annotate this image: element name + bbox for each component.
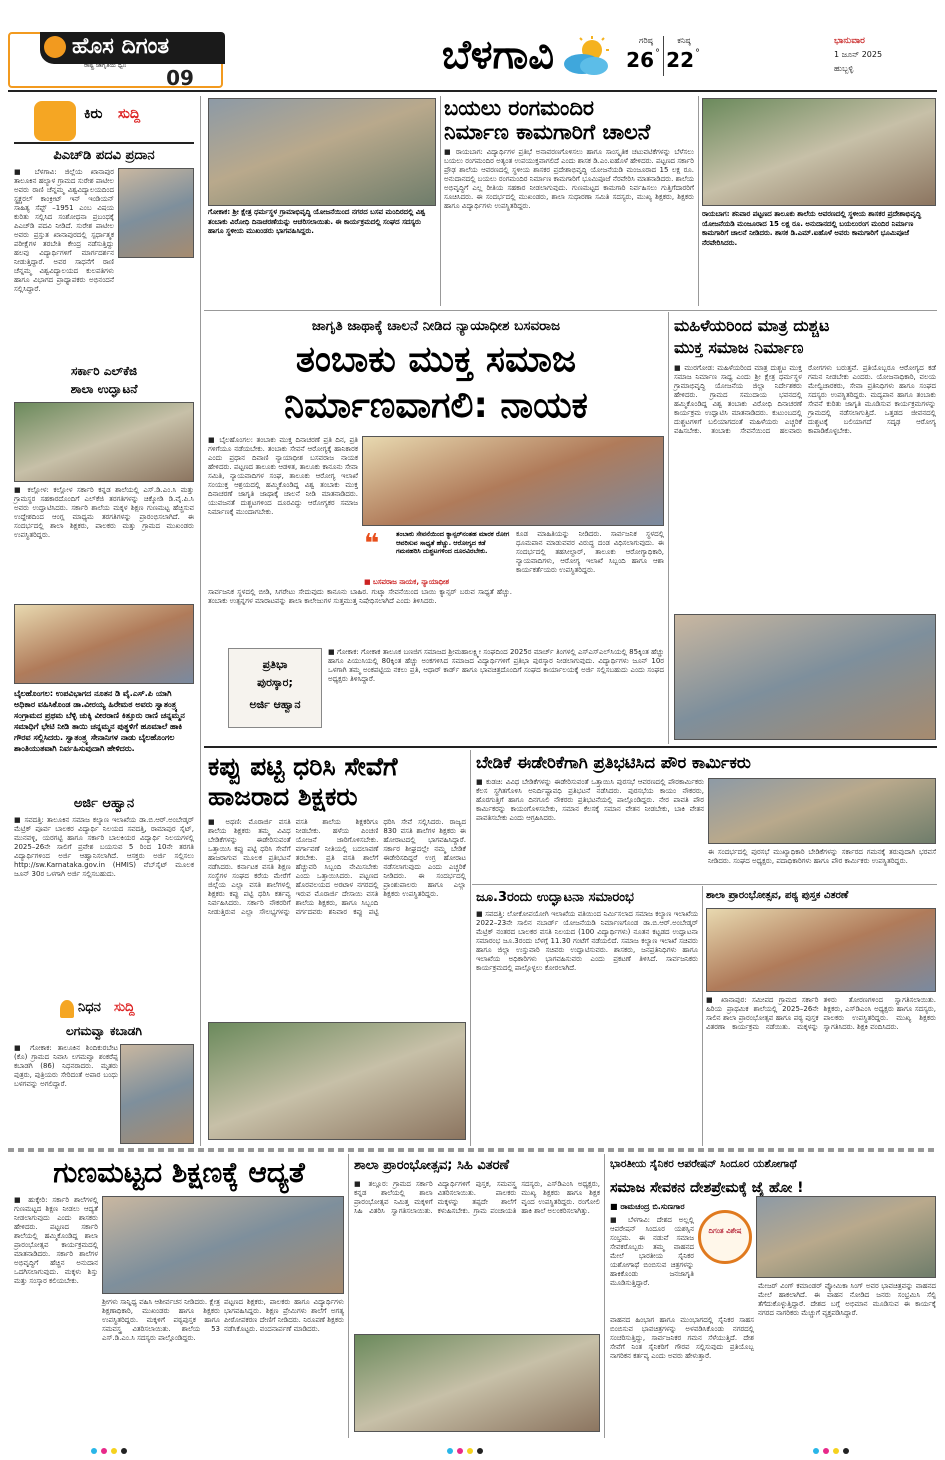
- min-deg: °: [695, 48, 700, 59]
- stage-title-a: ಬಯಲು ರಂಗಮಂದಿರ: [444, 96, 595, 120]
- pratibha-label-a: ಪ್ರತಿಭಾ: [262, 658, 288, 671]
- lead-text-2: ಸಾರ್ವಜನಿಕ ಸ್ಥಳದಲ್ಲಿ ಬೀಡಿ, ಸಿಗರೇಟು ಸೇದುವುದು ಕಾನೂನು ಬಾಹಿರ. ಗುಟ್ಕಾ ಸೇವನೆಯಿಂದ ಬಾಯಿ ಕ್ಯಾನ್ಸರ್ ಬರುವ ಸಾಧ್ಯತೆ ಹೆಚ್ಚು. ತಂಬಾಕು ಉತ್ಪನ್ನಗಳ ಮಾರಾಟವನ್ನು ಶಾಲಾ ಕಾಲೇಜುಗಳ ಸುತ್ತಮುತ್ತ ನಿಷೇಧಿಸಲಾಗಿದೆ ಎಂದು ತಿಳಿಸಿದರು.: [208, 588, 512, 605]
- kappu-photo: [208, 1022, 466, 1140]
- bedike-rule: [472, 884, 937, 885]
- june-text: ■ ಸವದತ್ತಿ: ಲೋಕೋಪಯೋಗಿ ಇಲಾಖೆಯ ವತಿಯಿಂದ ನಿರ್ಮಿಸಲಾದ ಸಮಾಜ ಕಲ್ಯಾಣ ಇಲಾಖೆಯ 2022–23ನೇ ಸಾಲಿನ ನಬಾರ್ಡ್ ಯೋಜನೆಯಡಿ ನಿರ್ಮಾಣಗೊಂಡ ಡಾ.ಬಿ.ಆರ್.ಅಂಬೇಡ್ಕರ್ ಮೆಟ್ರಿಕ್ ನಂತರದ ಬಾಲಕರ ವಸತಿ ನಿಲಯದ (100 ವಿದ್ಯಾರ್ಥಿಗಳು) ನೂತನ ಕಟ್ಟಡದ ಉದ್ಘಾಟನಾ ಸಮಾರಂಭ ಜೂ.3ರಂದು ಬೆಳಗ್ಗೆ 11.30 ಗಂಟೆಗೆ ನಡೆಯಲಿದೆ. ಸಮಾಜ ಕಲ್ಯಾಣ ಇಲಾಖೆ ಸಚಿವರು ಹಾಗೂ ಜಿಲ್ಲಾ ಉಸ್ತುವಾರಿ ಸಚಿವರು ಉದ್ಘಾಟಿಸುವರು. ಶಾಸಕರು, ಜನಪ್ರತಿನಿಧಿಗಳು ಹಾಗೂ ಇಲಾಖೆಯ ಅಧಿಕಾರಿಗಳು ಭಾಗವಹಿಸುವರು ಎಂದು ಪ್ರಕಟಣೆ ತಿಳಿಸಿದೆ. ಸಾರ್ವಜನಿಕರು ಕಾರ್ಯಕ್ರಮದಲ್ಲಿ ಪಾಲ್ಗೊಳ್ಳಲು ಕೋರಲಾಗಿದೆ.: [476, 910, 698, 972]
- quote-icon: ❝: [364, 529, 380, 559]
- pratibha-label-c: ಅರ್ಜಿ ಆಹ್ವಾನ: [249, 698, 301, 711]
- guna-title: ಗುಣಮಟ್ಟದ ಶಿಕ್ಷಣಕ್ಕೆ ಆದ್ಯತೆ: [53, 1156, 305, 1189]
- mahile-title-a: ಮಹಿಳೆಯರಿಂದ ಮಾತ್ರ ದುಶ್ಚಟ: [674, 316, 830, 335]
- badge-label: ದಿಗಂತ ವಿಶೇಷ: [708, 1227, 742, 1235]
- s2-text: ■ ಕಲ್ಲೋಳ: ಕಲ್ಲೋಳ ಸರ್ಕಾರಿ ಕನ್ನಡ ಶಾಲೆಯಲ್ಲಿ ಎಸ್.ಡಿ.ಎಂ.ಸಿ ಮತ್ತು ಗ್ರಾಮಸ್ಥರ ಸಹಕಾರದೊಂದಿಗೆ ಎಲ್‌ಕೆಜಿ ತರಗತಿಗಳನ್ನು ಚಿಕ್ಕೋಡಿ ಡಿ.ವೈ.ಪಿ.ಸಿ ಅವರು ಉದ್ಘಾಟಿಸಿದರು. ಸರ್ಕಾರಿ ಶಾಲೆಯ ಮಕ್ಕಳ ಶಿಕ್ಷಣ ಗುಣಮಟ್ಟ ಹೆಚ್ಚಿಸುವ ಉದ್ದೇಶದಿಂದ ಆಂಗ್ಲ ಮಾಧ್ಯಮ ತರಗತಿಗಳನ್ನು ಪ್ರಾರಂಭಿಸಲಾಗಿದೆ. ಈ ಸಂದರ್ಭದಲ್ಲಿ ಶಾಲಾ ಶಿಕ್ಷಕರು, ಪಾಲಕರು ಮತ್ತು ಗ್ರಾಮದ ಮುಖಂಡರು ಉಪಸ್ಥಿತರಿದ್ದರು.: [14, 486, 194, 539]
- lead-title-b: ನಿರ್ಮಾಣವಾಗಲಿ: ನಾಯಕ: [284, 385, 588, 426]
- s2-caption: ಬೈಲಹೊಂಗಲ: ಉಪವಿಭಾಗದ ನೂತನ ಡಿ ವೈ.ಎಸ್.ಪಿ ಯಾಗಿ ಅಧಿಕಾರ ವಹಿಸಿಕೊಂಡ ಡಾ.ವೀರಯ್ಯ ಹಿರೇಮಠ ಅವರು ಸ್ವಾತಂತ್ರ್ಯ ಸಂಗ್ರಾಮದ ಪ್ರಥಮ ಬೆಳ್ಳಿ ಚುಕ್ಕಿ ವೀರರಾಣಿ ಕಿತ್ತೂರು ರಾಣಿ ಚನ್ನಮ್ಮನ ಸಮಾಧಿಗೆ ಭೇಟಿ ನೀಡಿ ತಾಯಿ ಚನ್ನಮ್ಮನ ಪುತ್ಥಳಿಗೆ ಹೂಮಾಲೆ ಹಾಕಿ ಗೌರವ ಸಲ್ಲಿಸಿದರು. ಸ್ವಾತಂತ್ರ್ಯ ಸೇನಾನಿಗಳ ನಾಡು ಬೈಲಹೊಂಗಲ ಶಾಂತಿಯುತವಾಗಿ ನಿರ್ವಹಿಸುವುದಾಗಿ ಹೇಳಿದರು.: [14, 689, 185, 753]
- kappu-divider: [470, 750, 471, 1146]
- min-temp: 22: [666, 48, 694, 72]
- sainya-title: ಸಮಾಜ ಸೇವಕನ ದೇಶಪ್ರೇಮಕ್ಕೆ ಜೈ ಹೋ !: [610, 1180, 804, 1196]
- s3-text: ■ ಸವದತ್ತಿ: ತಾಲೂಕಿನ ಸಮಾಜ ಕಲ್ಯಾಣ ಇಲಾಖೆಯ ಡಾ.ಬಿ.ಆರ್.ಅಂಬೇಡ್ಕರ್ ಮೆಟ್ರಿಕ್ ಪೂರ್ವ ಬಾಲಕರ ವಿದ್ಯಾರ್ಥಿ ನಿಲಯದ ಸವದತ್ತಿ, ರಾಮಾಪುರ ಸೈಟ್, ಮುನವಳ್ಳಿ, ಯರಗಟ್ಟಿ ಹಾಗೂ ಸರ್ಕಾರಿ ಬಾಲಕಿಯರ ವಿದ್ಯಾರ್ಥಿ ನಿಲಯಗಳಲ್ಲಿ 2025–26ನೇ ಸಾಲಿಗೆ ಪ್ರವೇಶ ಬಯಸುವ 5 ರಿಂದ 10ನೇ ತರಗತಿ ವಿದ್ಯಾರ್ಥಿಗಳಿಂದ ಅರ್ಜಿ ಆಹ್ವಾನಿಸಲಾಗಿದೆ. ಆಸಕ್ತರು ಅರ್ಜಿ ಸಲ್ಲಿಸಲು http://sw.Karnataka.gov.in (HMIS) ವೆಬ್‌ಸೈಟ್ ಮೂಲಕ ಜೂನ್ 30ರ ಒಳಗಾಗಿ ಅರ್ಜಿ ಸಲ್ಲಿಸಬಹುದು.: [14, 816, 194, 878]
- top-caption-1: ಗೋಕಾಕ: ಶ್ರೀ ಕ್ಷೇತ್ರ ಧರ್ಮಸ್ಥಳ ಗ್ರಾಮಾಭಿವೃದ್ಧಿ ಯೋಜನೆಯಿಂದ ನಗರದ ಬಸವ ಮಂದಿರದಲ್ಲಿ ವಿಶ್ವ ತಂಬಾಕು ವಿರೋಧಿ ದಿನಾಚರಣೆಯನ್ನು ಆಚರಿಸಲಾಯಿತು. ಈ ಕಾರ್ಯಕ್ರಮದಲ್ಲಿ ಸಂಘದ ಸದಸ್ಯರು ಹಾಗೂ ಸ್ಥಳೀಯ ಮುಖಂಡರು ಭಾಗವಹಿಸಿದ್ದರು.: [208, 208, 426, 235]
- sidebar-divider: [200, 96, 201, 1146]
- guna-text-2: ಶ್ರೀಗಳು ಸಾನ್ನಿಧ್ಯ ವಹಿಸಿ ಆಶೀರ್ವಚನ ನೀಡಿದರು. ಕ್ಷೇತ್ರ ಶಿಕ್ಷಣಾಧಿಕಾರಿ, ಮುಖಂಡರು ಹಾಗೂ ಶಿಕ್ಷಕರು ಉಪಸ್ಥಿತರಿದ್ದರು. ಮಕ್ಕಳಿಗೆ ಪಠ್ಯಪುಸ್ತಕ ಹಾಗೂ ಸಮವಸ್ತ್ರ ವಿತರಿಸಲಾಯಿತು. ಶಾಲೆಯ 53 ಎಸ್.ಡಿ.ಎಂ.ಸಿ ಸದಸ್ಯರು ಪಾಲ್ಗೊಂಡಿದ್ದರು.: [102, 1298, 220, 1342]
- kirusuddi-label-b: ಸುದ್ದಿ: [118, 106, 141, 122]
- guna-text-3: ಪಟ್ಟಣದ ಶಿಕ್ಷಕರು, ಪಾಲಕರು ಹಾಗೂ ವಿದ್ಯಾರ್ಥಿಗಳು ಭಾಗವಹಿಸಿದ್ದರು. ಶಿಕ್ಷಣ ಪ್ರೇಮಿಗಳು ಶಾಲೆಗೆ ಅಗತ್ಯ ಪೀಠೋಪಕರಣ ದೇಣಿಗೆ ನೀಡಿದರು. ನಿರೂಪಣೆ ಶಿಕ್ಷಕರು ನಡೆಸಿಕೊಟ್ಟರು. ವಂದನಾರ್ಪಣೆ ಮಾಡಿದರು.: [224, 1298, 344, 1333]
- mahile-text: ■ ಮುರಗೋಡ: ಮಹಿಳೆಯರಿಂದ ಮಾತ್ರ ದುಶ್ಚಟ ಮುಕ್ತ ಸಮಾಜ ನಿರ್ಮಾಣ ಸಾಧ್ಯ ಎಂದು ಶ್ರೀ ಕ್ಷೇತ್ರ ಧರ್ಮಸ್ಥಳ ಗ್ರಾಮಾಭಿವೃದ್ಧಿ ಯೋಜನೆಯ ಜಿಲ್ಲಾ ನಿರ್ದೇಶಕರು ಹೇಳಿದರು. ಗ್ರಾಮದ ಸಮುದಾಯ ಭವನದಲ್ಲಿ ಹಮ್ಮಿಕೊಂಡಿದ್ದ ವಿಶ್ವ ತಂಬಾಕು ವಿರೋಧಿ ದಿನಾಚರಣೆ ಕಾರ್ಯಕ್ರಮ ಉದ್ಘಾಟಿಸಿ ಮಾತನಾಡಿದರು. ಕುಟುಂಬದಲ್ಲಿ ದುಶ್ಚಟಗಳಿಗೆ ಬಲಿಯಾಗದಂತೆ ಮಹಿಳೆಯರು ಎಚ್ಚರಿಕೆ ವಹಿಸಬೇಕು. ತಂಬಾಕು ಸೇವನೆಯಿಂದ ಹಲವಾರು ರೋಗಗಳು ಬರುತ್ತವೆ. ಪ್ರತಿಯೊಬ್ಬರೂ ಆರೋಗ್ಯದ ಕಡೆ ಗಮನ ನೀಡಬೇಕು ಎಂದರು. ಯೋಜನಾಧಿಕಾರಿ, ವಲಯ ಮೇಲ್ವಿಚಾರಕರು, ಸೇವಾ ಪ್ರತಿನಿಧಿಗಳು ಹಾಗೂ ಸಂಘದ ಸದಸ್ಯರು ಉಪಸ್ಥಿತರಿದ್ದರು. ಮದ್ಯಪಾನ ಹಾಗೂ ತಂಬಾಕು ಸೇವನೆ ಕುರಿತು ಜಾಗೃತಿ ಮೂಡಿಸುವ ಕಾರ್ಯಕ್ರಮಗಳನ್ನು ಗ್ರಾಮದಲ್ಲಿ ನಡೆಸಲಾಗುತ್ತಿದೆ. ಒತ್ತಡದ ಜೀವನದಲ್ಲಿ ದುಶ್ಚಟಕ್ಕೆ ಬಲಿಯಾಗದೆ ಸದೃಢ ಆರೋಗ್ಯ ಕಾಪಾಡಿಕೊಳ್ಳಬೇಕು.: [674, 364, 936, 435]
- kappu-text: ■ ಅಥಣಿ: ಮೊರಾರ್ಜಿ ವಸತಿ ಶಾಲೆಯ ಶಿಕ್ಷಕರು ತಮ್ಮ ವಿವಿಧ ಬೇಡಿಕೆಗಳನ್ನು ಈಡೇರಿಸುವಂತೆ ಒತ್ತಾಯಿಸಿ ಕಪ್ಪು ಪಟ್ಟಿ ಧರಿಸಿ ಸೇವೆಗೆ ಹಾಜರಾಗುವ ಮೂಲಕ ಪ್ರತಿಭಟನೆ ನಡೆಸಿದರು. ಕರ್ನಾಟಕ ವಸತಿ ಶಿಕ್ಷಣ ಸಂಸ್ಥೆಗಳ ಸಂಘದ ಕರೆಯ ಮೇರೆಗೆ ಜಿಲ್ಲೆಯ ಎಲ್ಲಾ ವಸತಿ ಶಾಲೆಗಳಲ್ಲಿ ಶಿಕ್ಷಕರು ಕಪ್ಪು ಪಟ್ಟಿ ಧರಿಸಿ ಕರ್ತವ್ಯ ನಿರ್ವಹಿಸಿದರು. ಸರ್ಕಾರಿ ನೌಕರರಿಗೆ ನೀಡುತ್ತಿರುವ ಎಲ್ಲಾ ಸೌಲಭ್ಯಗಳನ್ನು ವಸತಿ ಶಾಲೆಯ ಶಿಕ್ಷಕರಿಗೂ ನೀಡಬೇಕು. ಹಳೆಯ ಪಿಂಚಣಿ ಯೋಜನೆ ಜಾರಿಗೊಳಿಸಬೇಕು. ವರ್ಗಾವಣೆ ನೀತಿಯಲ್ಲಿ ಬದಲಾವಣೆ ತರಬೇಕು. ಪ್ರತಿ ವಸತಿ ಶಾಲೆಗೆ ಹೆಚ್ಚುವರಿ ಸಿಬ್ಬಂದಿ ನೇಮಿಸಬೇಕು ಎಂದು ಒತ್ತಾಯಿಸಿದರು. ಪಟ್ಟಣದ ಹೊರವಲಯದ ಅರಟಾಳ ನಗರದಲ್ಲಿ ಇರುವ ಮೊರಾರ್ಜಿ ದೇಸಾಯಿ ವಸತಿ ಶಾಲೆಯ ಶಿಕ್ಷಕರು, ಹಾಗೂ ಸಿಬ್ಬಂದಿ ವರ್ಗದವರು ಶನಿವಾರ ಕಪ್ಪು ಪಟ್ಟಿ ಧರಿಸಿ ಸೇವೆ ಸಲ್ಲಿಸಿದರು. ರಾಜ್ಯದ 830 ವಸತಿ ಶಾಲೆಗಳ ಶಿಕ್ಷಕರು ಈ ಹೋರಾಟದಲ್ಲಿ ಭಾಗವಹಿಸಿದ್ದಾರೆ. ಸರ್ಕಾರ ಶೀಘ್ರದಲ್ಲೇ ನಮ್ಮ ಬೇಡಿಕೆ ಈಡೇರಿಸದಿದ್ದರೆ ಉಗ್ರ ಹೋರಾಟ ನಡೆಸಲಾಗುವುದು ಎಂದು ಎಚ್ಚರಿಕೆ ನೀಡಿದರು. ಈ ಸಂದರ್ಭದಲ್ಲಿ ಪ್ರಾಂಶುಪಾಲರು ಹಾಗೂ ಎಲ್ಲಾ ಶಿಕ್ಷಕರು ಉಪಸ್ಥಿತರಿದ್ದರು.: [208, 818, 466, 916]
- shala-sihi-photo: [354, 1334, 600, 1432]
- page-number: 09: [166, 66, 194, 90]
- nidhana-text: ■ ಗೋಕಾಕ: ತಾಲೂಕಿನ ಶಿಂದಿಕುರಬೇಟ (ಕೊ) ಗ್ರಾಮದ ನಿವಾಸಿ ಲಗಮವ್ವಾ ಶಂಕರೆಪ್ಪ ಕಬಾಡಗಿ (86) ನಿಧನರಾದರು. ಮೃತರು ಪುತ್ರರು, ಪುತ್ರಿಯರು ಸೇರಿದಂತೆ ಅಪಾರ ಬಂಧು ಬಳಗವನ್ನು ಅಗಲಿದ್ದಾರೆ.: [14, 1044, 118, 1088]
- s2-title-b: ಶಾಲಾ ಉದ್ಘಾಟನೆ: [70, 382, 138, 396]
- logo-icon: [44, 36, 66, 58]
- shala-right-photo: [706, 908, 936, 992]
- bedike-title: ಬೇಡಿಕೆ ಈಡೇರಿಕೆಗಾಗಿ ಪ್ರತಿಭಟಿಸಿದ ಪೌರ ಕಾರ್ಮಿಕರು: [476, 753, 751, 772]
- masthead-rule: [8, 90, 937, 92]
- masthead-date: 1 ಜೂನ್ 2025: [834, 50, 883, 59]
- sainya-byline: ■ ರಾಮಚಂದ್ರ ಬಿ.ಸುಣಗಾರ: [610, 1202, 685, 1211]
- june-divider: [702, 886, 703, 1146]
- lead-title-a: ತಂಬಾಕು ಮುಕ್ತ ಸಮಾಜ: [295, 339, 577, 380]
- edition-title: ಬೆಳಗಾವಿ: [441, 32, 555, 78]
- bedike-text-1: ■ ಕುಡಚಿ: ವಿವಿಧ ಬೇಡಿಕೆಗಳನ್ನು ಈಡೇರಿಸುವಂತೆ ಒತ್ತಾಯಿಸಿ ಪುರಸಭೆ ಆವರಣದಲ್ಲಿ ಪೌರಕಾರ್ಮಿಕರು ಕೆಲಸ ಸ್ಥಗಿತಗೊಳಿಸಿ ಅನಿರ್ದಿಷ್ಟಾವಧಿ ಪ್ರತಿಭಟನೆ ನಡೆಸಿದರು. ಪುರಸಭೆಯ ಕಾಯಂ ನೌಕರರು, ಹೊರಗುತ್ತಿಗೆ ಹಾಗೂ ದಿನಗೂಲಿ ನೌಕರರು ಪ್ರತಿಭಟನೆಯಲ್ಲಿ ಪಾಲ್ಗೊಂಡಿದ್ದರು. ನೇರ ಪಾವತಿ ಪೌರ ಕಾರ್ಮಿಕರನ್ನು ಕಾಯಂಗೊಳಿಸಬೇಕು, ಸಮಾನ ಕೆಲಸಕ್ಕೆ ಸಮಾನ ವೇತನ ನೀಡಬೇಕು, ಬಾಕಿ ವೇತನ ಪಾವತಿಸಬೇಕು ಎಂದು ಆಗ್ರಹಿಸಿದರು.: [476, 778, 704, 822]
- stage-title-b: ನಿರ್ಮಾಣ ಕಾಮಗಾರಿಗೆ ಚಾಲನೆ: [444, 120, 651, 144]
- pratibha-label-b: ಪುರಸ್ಕಾರ;: [257, 676, 293, 689]
- shala-sihi-title: ಶಾಲಾ ಪ್ರಾರಂಭೋತ್ಸವ; ಸಿಹಿ ವಿತರಣೆ: [354, 1158, 510, 1173]
- nidhana-title: ಲಗಮವ್ವಾ ಕಬಾಡಗಿ: [66, 1024, 142, 1038]
- stage-text: ■ ರಾಯಬಾಗ: ವಿದ್ಯಾರ್ಥಿಗಳ ಪ್ರತಿಭೆ ಅನಾವರಣಗೊಳಿಸಲು ಹಾಗೂ ಸಾಂಸ್ಕೃತಿಕ ಚಟುವಟಿಕೆಗಳನ್ನು ಬೆಳೆಸಲು ಬಯಲು ರಂಗಮಂದಿರ ಅತ್ಯಂತ ಉಪಯುಕ್ತವಾಗಲಿದೆ ಎಂದು ಶಾಸಕ ಡಿ.ಎಂ.ಐಹೊಳೆ ಹೇಳಿದರು. ಪಟ್ಟಣದ ಸರ್ಕಾರಿ ಪ್ರೌಢ ಶಾಲೆಯ ಆವರಣದಲ್ಲಿ ಸ್ಥಳೀಯ ಶಾಸಕರ ಪ್ರದೇಶಾಭಿವೃದ್ಧಿ ಯೋಜನೆಯಡಿ ಮಂಜೂರಾದ 15 ಲಕ್ಷ ರೂ. ಅನುದಾನದಲ್ಲಿ ಬಯಲು ರಂಗಮಂದಿರ ನಿರ್ಮಾಣ ಕಾಮಗಾರಿಗೆ ಭೂಮಿಪೂಜೆ ನೆರವೇರಿಸಿ ಮಾತನಾಡಿದರು. ಶಾಲೆಯ ಅಭಿವೃದ್ಧಿಗೆ ಎಲ್ಲ ರೀತಿಯ ಸಹಕಾರ ನೀಡಲಾಗುವುದು. ಗುಣಮಟ್ಟದ ಕಾಮಗಾರಿ ನಿರ್ವಹಿಸಲು ಗುತ್ತಿಗೆದಾರರಿಗೆ ಸೂಚಿಸಿದರು. ಈ ಸಂದರ್ಭದಲ್ಲಿ ಮುಖಂಡರು, ಶಾಲಾ ಸುಧಾರಣಾ ಸಮಿತಿ ಸದಸ್ಯರು, ಮುಖ್ಯ ಶಿಕ್ಷಕರು, ಶಿಕ್ಷಕರು ಹಾಗೂ ವಿದ್ಯಾರ್ಥಿಗಳು ಉಪಸ್ಥಿತರಿದ್ದರು.: [444, 148, 694, 210]
- shala-right-text: ■ ಖಾನಾಪುರ: ಸಮೀಪದ ಗ್ರಾಮದ ಸರ್ಕಾರಿ ಹಿರಿಯ ಪ್ರಾಥಮಿಕ ಶಾಲೆಯಲ್ಲಿ 2025–26ನೇ ಸಾಲಿನ ಶಾಲಾ ಪ್ರಾರಂಭೋತ್ಸವ ಹಾಗೂ ಪಠ್ಯ ಪುಸ್ತಕ ವಿತರಣಾ ಕಾರ್ಯಕ್ರಮ ನಡೆಯಿತು. ಮಕ್ಕಳನ್ನು ತಳಿರು ತೋರಣಗಳಿಂದ ಸ್ವಾಗತಿಸಲಾಯಿತು. ಶಿಕ್ಷಕರು, ಎಸ್‌ಡಿಎಂಸಿ ಅಧ್ಯಕ್ಷರು ಹಾಗೂ ಸದಸ್ಯರು, ಪಾಲಕರು ಉಪಸ್ಥಿತರಿದ್ದರು. ಮುಖ್ಯ ಶಿಕ್ಷಕರು ಸ್ವಾಗತಿಸಿದರು. ಶಿಕ್ಷಕಿ ವಂದಿಸಿದರು.: [706, 996, 936, 1031]
- guna-text-1: ■ ಹುಕ್ಕೇರಿ: ಸರ್ಕಾರಿ ಶಾಲೆಗಳಲ್ಲಿ ಗುಣಮಟ್ಟದ ಶಿಕ್ಷಣ ನೀಡಲು ಆದ್ಯತೆ ನೀಡಲಾಗುವುದು ಎಂದು ಶಾಸಕರು ಹೇಳಿದರು. ಪಟ್ಟಣದ ಸರ್ಕಾರಿ ಶಾಲೆಯಲ್ಲಿ ಹಮ್ಮಿಕೊಂಡಿದ್ದ ಶಾಲಾ ಪ್ರಾರಂಭೋತ್ಸವ ಕಾರ್ಯಕ್ರಮದಲ್ಲಿ ಮಾತನಾಡಿದರು. ಸರ್ಕಾರಿ ಶಾಲೆಗಳ ಅಭಿವೃದ್ಧಿಗೆ ಹೆಚ್ಚಿನ ಅನುದಾನ ಒದಗಿಸಲಾಗುವುದು. ಮಕ್ಕಳು ಶಿಸ್ತು ಮತ್ತು ಸಂಸ್ಕಾರ ಕಲಿಯಬೇಕು.: [14, 1196, 98, 1285]
- min-temp-label: ಕನಿಷ್ಠ: [677, 36, 691, 45]
- sainya-kicker: ಭಾರತೀಯ ಸೈನಿಕರ ಆಪರೇಷನ್ ಸಿಂದೂರ ಯಶೋಗಾಥೆ: [610, 1158, 797, 1170]
- s1-text: ■ ಬೆಳಗಾವಿ: ಜಿಲ್ಲೆಯ ಖಾನಾಪುರ ತಾಲೂಕಿನ ಹಲ್ಯಾಳ ಗ್ರಾಮದ ಸುರೇಶ ಪಾಟೀಲ ಅವರು ರಾಣಿ ಚೆನ್ನಮ್ಮ ವಿಶ್ವವಿದ್ಯಾಲಯದಿಂದ ಸ್ಟ್ರಕ್ಚರಲ್ ಕಾಂಕ್ರೀಟ್ ಇನ್ ಇಂಡಿಯನ್ ಸಾಹಿತ್ಯ ಸೆಪ್ಟ್ –1951 ಎಂಬ ವಿಷಯ ಕುರಿತು ಸಲ್ಲಿಸಿದ ಸಂಶೋಧನಾ ಪ್ರಬಂಧಕ್ಕೆ ಪಿಎಚ್‌ಡಿ ಪದವಿ ನೀಡಿದೆ. ಸುರೇಶ ಪಾಟೀಲ ಅವರು ಪ್ರಸ್ತುತ ಖಾನಾಪುರದಲ್ಲಿ ಸ್ಪರ್ಧಾತ್ಮಕ ಪರೀಕ್ಷೆಗಳ ತರಬೇತಿ ಕೇಂದ್ರ ನಡೆಸುತ್ತಿದ್ದು ಹಲವು ವಿದ್ಯಾರ್ಥಿಗಳಿಗೆ ಮಾರ್ಗದರ್ಶನ ನೀಡುತ್ತಿದ್ದಾರೆ. ಅವರ ಸಾಧನೆಗೆ ರಾಣಿ ಚೆನ್ನಮ್ಮ ವಿಶ್ವವಿದ್ಯಾಲಯದ ಕುಲಪತಿಗಳು ಹಾಗೂ ವಿಭಾಗದ ಪ್ರಾಧ್ಯಾಪಕರು ಅಭಿನಂದನೆ ಸಲ್ಲಿಸಿದ್ದಾರೆ.: [14, 168, 114, 293]
- phd-portrait: [118, 168, 194, 258]
- bottom-divider-1: [348, 1154, 349, 1438]
- lead-kicker: ಜಾಗೃತಿ ಜಾಥಾಕ್ಕೆ ಚಾಲನೆ ನೀಡಿದ ನ್ಯಾಯಾಧೀಶ ಬಸವರಾಜ: [311, 318, 561, 334]
- lead-quote-by: ■ ಬಸವರಾಜ ನಾಯಕ, ನ್ಯಾಯಾಧೀಶ: [364, 578, 450, 586]
- kirusuddi-label-a: ಕಿರು: [84, 106, 103, 122]
- max-deg: °: [655, 48, 660, 59]
- bottom-band: [8, 1148, 937, 1152]
- top-divider-1: [440, 96, 441, 306]
- mahile-title-b: ಮುಕ್ತ ಸಮಾಜ ನಿರ್ಮಾಣ: [674, 338, 804, 357]
- shala-right-title: ಶಾಲಾ ಪ್ರಾರಂಭೋತ್ಸವ, ಪಠ್ಯ ಪುಸ್ತಕ ವಿತರಣೆ: [706, 890, 849, 901]
- registration-dots-left: [90, 1440, 130, 1448]
- sainya-text-3: ಮೇಜರ್ ವಿಂಗ್ ಕಮಾಂಡರ್ ವ್ಯೋಮಿಕಾ ಸಿಂಗ್ ಅವರ ಭಾವಚಿತ್ರವನ್ನು ವಾಹನದ ಮೇಲೆ ಹಾಕಲಾಗಿದೆ. ಈ ವಾಹನ ನೋಡಿದ ಜನರು ಸಂಭ್ರಮಿಸಿ ಸೆಲ್ಫಿ ತೆಗೆದುಕೊಳ್ಳುತ್ತಿದ್ದಾರೆ. ದೇಶದ ಬಗ್ಗೆ ಅಭಿಮಾನ ಮೂಡಿಸುವ ಈ ಕಾರ್ಯಕ್ಕೆ ನಗರದ ನಾಗರಿಕರು ಮೆಚ್ಚುಗೆ ವ್ಯಕ್ತಪಡಿಸಿದ್ದಾರೆ.: [758, 1282, 936, 1317]
- bedike-photo: [708, 778, 936, 844]
- sidebar-rule: [14, 142, 194, 144]
- masthead-day: ಭಾನುವಾರ: [834, 36, 865, 46]
- lkg-photo: [14, 402, 194, 482]
- obituary-photo: [120, 1044, 194, 1144]
- shala-sihi-text: ■ ತಲ್ಲೂರ: ಗ್ರಾಮದ ಸರ್ಕಾರಿ ಕನ್ನಡ ಶಾಲೆಯಲ್ಲಿ ಶಾಲಾ ಪ್ರಾರಂಭೋತ್ಸವ ನಿಮಿತ್ತ ಮಕ್ಕಳಿಗೆ ಸಿಹಿ ವಿತರಿಸಿ ಸ್ವಾಗತಿಸಲಾಯಿತು. ವಿದ್ಯಾರ್ಥಿಗಳಿಗೆ ಪುಸ್ತಕ, ಸಮವಸ್ತ್ರ ವಿತರಿಸಲಾಯಿತು. ಪಾಲಕರು ಮಕ್ಕಳನ್ನು ತಪ್ಪದೇ ಶಾಲೆಗೆ ಕಳುಹಿಸಬೇಕು. ಗ್ರಾಮ ಪಂಚಾಯತಿ ಸದಸ್ಯರು, ಎಸ್‌ಡಿಎಂಸಿ ಅಧ್ಯಕ್ಷರು, ಮುಖ್ಯ ಶಿಕ್ಷಕರು ಹಾಗೂ ಶಿಕ್ಷಕ ವೃಂದ ಉಪಸ್ಥಿತರಿದ್ದರು. ರಂಗೋಲಿ ಹಾಕಿ ಶಾಲೆ ಅಲಂಕರಿಸಲಾಗಿತ್ತು.: [354, 1180, 600, 1215]
- top-photo-1: [208, 98, 436, 206]
- masthead: [0, 0, 945, 96]
- nidhana-label-b: ಸುದ್ದಿ: [114, 1000, 135, 1015]
- max-temp: 26: [626, 48, 654, 72]
- brand-tagline: ರಾಷ್ಟ್ರ ಜಾಗೃತಿಯ ಧ್ವನಿ: [84, 62, 127, 69]
- kappu-title-b: ಹಾಜರಾದ ಶಿಕ್ಷಕರು: [208, 782, 358, 811]
- s1-title: ಪಿಎಚ್‌ಡಿ ಪದವಿ ಪ್ರದಾನ: [53, 148, 155, 163]
- bedike-text-2: ಈ ಸಂದರ್ಭದಲ್ಲಿ ಪುರಸಭೆ ಮುಖ್ಯಾಧಿಕಾರಿ ಬೇಡಿಕೆಗಳನ್ನು ಸರ್ಕಾರದ ಗಮನಕ್ಕೆ ತರುವುದಾಗಿ ಭರವಸೆ ನೀಡಿದರು. ಸಂಘದ ಅಧ್ಯಕ್ಷರು, ಪದಾಧಿಕಾರಿಗಳು ಹಾಗೂ ಪೌರ ಕಾರ್ಮಿಕರು ಉಪಸ್ಥಿತರಿದ್ದರು.: [708, 848, 936, 865]
- lead-text-1: ■ ಬೈಲಹೊಂಗಲ: ತಂಬಾಕು ಮುಕ್ತ ದಿನಾಚರಣೆ ಪ್ರತಿ ದಿನ, ಪ್ರತಿ ಗಳಿಗೆಯೂ ನಡೆಯಬೇಕು. ತಂಬಾಕು ಸೇವನೆ ಆರೋಗ್ಯಕ್ಕೆ ಹಾನಿಕಾರಕ ಎಂದು ಪ್ರಧಾನ ದಿವಾಣಿ ನ್ಯಾಯಾಧೀಶ ಬಸವರಾಜ ನಾಯಕ ಹೇಳಿದರು. ಪಟ್ಟಣದ ತಾಲೂಕು ಆಡಳಿತ, ತಾಲೂಕು ಕಾನೂನು ಸೇವಾ ಸಮಿತಿ, ನ್ಯಾಯವಾದಿಗಳ ಸಂಘ, ತಾಲೂಕು ಆರೋಗ್ಯ ಇಲಾಖೆ ಸಂಯುಕ್ತ ಆಶ್ರಯದಲ್ಲಿ ಹಮ್ಮಿಕೊಂಡಿದ್ದ ವಿಶ್ವ ತಂಬಾಕು ಮುಕ್ತ ದಿನಾಚರಣೆ ಜಾಗೃತಿ ಜಾಥಾಕ್ಕೆ ಚಾಲನೆ ನೀಡಿ ಮಾತನಾಡಿದರು. ಯುವಜನತೆ ದುಶ್ಚಟಗಳಿಂದ ದೂರವಿದ್ದು ಆರೋಗ್ಯಕರ ಸಮಾಜ ನಿರ್ಮಾಣಕ್ಕೆ ಮುಂದಾಗಬೇಕು.: [208, 436, 358, 516]
- june-title: ಜೂ.3ರಂದು ಉದ್ಘಾಟನಾ ಸಮಾರಂಭ: [476, 890, 634, 905]
- registration-dots-mid: [446, 1440, 486, 1448]
- s3-title: ಅರ್ಜಿ ಆಹ್ವಾನ: [73, 796, 135, 811]
- sainya-text-1: ■ ಬೆಳಗಾವಿ: ದೇಶದ ಅಲ್ಲಲ್ಲಿ ಆಪರೇಷನ್ ಸಿಂದೂರ ಯಶಸ್ಸಿನ ಸಂಭ್ರಮ. ಈ ನಡುವೆ ಸಮಾಜ ಸೇವಕರೊಬ್ಬರು ತಮ್ಮ ವಾಹನದ ಮೇಲೆ ಭಾರತೀಯ ಸೈನಿಕರ ಯಶೋಗಾಥೆ ಬಿಂಬಿಸುವ ಚಿತ್ರಗಳನ್ನು ಹಾಕಿಕೊಂಡು ಜನಜಾಗೃತಿ ಮೂಡಿಸುತ್ತಿದ್ದಾರೆ.: [610, 1216, 694, 1287]
- top-rule: [204, 310, 937, 311]
- s2-title-a: ಸರ್ಕಾರಿ ಎಲ್‌ಕೆಜಿ: [70, 364, 138, 378]
- kirusuddi-icon: [34, 101, 76, 141]
- weather-cloud-icon: [558, 36, 616, 78]
- lead-text-3: ಕೂಡ ಮಾಹಿತಿಯನ್ನು ನೀಡಿದರು. ಸಾರ್ವಜನಿಕ ಸ್ಥಳದಲ್ಲಿ ಧೂಮಪಾನ ಮಾಡುವವರ ವಿರುದ್ಧ ದಂಡ ವಿಧಿಸಲಾಗುವುದು. ಈ ಸಂದರ್ಭದಲ್ಲಿ ತಹಸೀಲ್ದಾರ್, ತಾಲೂಕು ಆರೋಗ್ಯಾಧಿಕಾರಿ, ನ್ಯಾಯವಾದಿಗಳು, ಆರೋಗ್ಯ ಇಲಾಖೆ ಸಿಬ್ಬಂದಿ ಹಾಗೂ ಆಶಾ ಕಾರ್ಯಕರ್ತೆಯರು ಉಪಸ್ಥಿತರಿದ್ದರು.: [516, 530, 664, 574]
- bottom-divider-2: [604, 1154, 605, 1438]
- masthead-city: ಹುಬ್ಬಳ್ಳಿ: [834, 64, 854, 73]
- pratibha-text: ■ ಗೋಕಾಕ: ಗೋಕಾಕ ತಾಲೂಕ ಬಣಜಿಗ ಸಮಾಜದ ಶ್ರೀಮಹಾಲಕ್ಷ್ಮೀ ಸಂಘದಿಂದ 2025ರ ಮಾರ್ಚ್ ತಿಂಗಳಲ್ಲಿ ಎಸ್ಎಸ್ಎಲ್‌ಸಿಯಲ್ಲಿ 85ಕ್ಕಿಂತ ಹೆಚ್ಚು ಹಾಗೂ ಪಿಯುಸಿಯಲ್ಲಿ 80ಕ್ಕಿಂತ ಹೆಚ್ಚು ಅಂಕಗಳಿಸಿದ ಸಮಾಜದ ವಿದ್ಯಾರ್ಥಿಗಳಿಗೆ ಪ್ರತಿಭಾ ಪುರಸ್ಕಾರ ನೀಡಲಾಗುವುದು. ವಿದ್ಯಾರ್ಥಿಗಳು ಜೂನ್ 10ರ ಒಳಗಾಗಿ ತಮ್ಮ ಅಂಕಪಟ್ಟಿಯ ನಕಲು ಪ್ರತಿ, ಆಧಾರ್ ಕಾರ್ಡ್ ಹಾಗೂ ಭಾವಚಿತ್ರದೊಂದಿಗೆ ಸಂಘದ ಕಾರ್ಯಾಲಯಕ್ಕೆ ಅರ್ಜಿ ಸಲ್ಲಿಸಬಹುದು ಎಂದು ಸಂಘದ ಅಧ್ಯಕ್ಷರು ತಿಳಿಸಿದ್ದಾರೆ.: [328, 648, 664, 683]
- top-photo-2: [702, 98, 936, 206]
- nidhana-icon: [60, 1000, 74, 1018]
- guna-photo: [102, 1196, 344, 1294]
- sainya-text-2: ವಾಹನದ ಹಿಂಭಾಗ ಹಾಗೂ ಮುಂಭಾಗದಲ್ಲಿ ಸೈನಿಕರ ಸಾಹಸ ಬಿಂಬಿಸುವ ಭಾವಚಿತ್ರಗಳನ್ನು ಅಳವಡಿಸಿಕೊಂಡು ನಗರದಲ್ಲಿ ಸಂಚರಿಸುತ್ತಿದ್ದು, ಸಾರ್ವಜನಿಕರ ಗಮನ ಸೆಳೆಯುತ್ತಿದೆ. ದೇಶ ಸೇವೆಗೆ ನಿಂತ ಸೈನಿಕರಿಗೆ ಗೌರವ ಸಲ್ಲಿಸುವುದು ಪ್ರತಿಯೊಬ್ಬ ನಾಗರಿಕನ ಕರ್ತವ್ಯ ಎಂದು ಅವರು ಹೇಳುತ್ತಾರೆ.: [610, 1316, 754, 1360]
- lead-divider: [668, 312, 669, 744]
- statue-photo: [14, 604, 194, 684]
- registration-dots-right: [812, 1440, 852, 1448]
- top-caption-2: ರಾಯಬಾಗ: ಶನಿವಾರ ಪಟ್ಟಣದ ತಾಲೂಕು ಶಾಲೆಯ ಆವರಣದಲ್ಲಿ ಸ್ಥಳೀಯ ಶಾಸಕರ ಪ್ರದೇಶಾಭಿವೃದ್ಧಿ ಯೋಜನೆಯಡಿ ಮಂಜೂರಾದ 15 ಲಕ್ಷ ರೂ. ಅನುದಾನದಲ್ಲಿ ಬಯಲುರಂಗ ಮಂದಿರ ನಿರ್ಮಾಣ ಕಾಮಗಾರಿಗೆ ಚಾಲನೆ ನೀಡಿದರು. ಶಾಸಕ ಡಿ.ಎಮ್.ಐಹೊಳೆ ಅವರು ಕಾಮಗಾರಿಗೆ ಭೂಮಿಪೂಜೆ ನೆರವೇರಿಸಿದರು.: [702, 210, 922, 247]
- mid-rule: [204, 746, 937, 748]
- nidhana-label-a: ನಿಧನ: [78, 1000, 101, 1015]
- kappu-title-a: ಕಪ್ಪು ಪಟ್ಟಿ ಧರಿಸಿ ಸೇವೆಗೆ: [208, 752, 398, 781]
- lead-quote: ತಂಬಾಕು ಸೇವನೆಯಿಂದ ಕ್ಯಾನ್ಸರ್‌ನಂತಹ ಮಾರಕ ರೋಗ ಆವರಿಸುವ ಸಾಧ್ಯತೆ ಹೆಚ್ಚು. ಆರೋಗ್ಯದ ಕಡೆ ಗಮನಹರಿಸಿ ದುಶ್ಚಟಗಳಿಂದ ದೂರವಿರಬೇಕು.: [396, 530, 510, 555]
- brand-name: ಹೊಸ ದಿಗಂತ: [72, 34, 170, 59]
- lead-photo: [362, 436, 664, 526]
- top-divider-2: [698, 96, 699, 306]
- mahile-photo: [674, 614, 936, 740]
- s1-text-cont: [14, 260, 194, 356]
- max-temp-label: ಗರಿಷ್ಠ: [639, 36, 653, 45]
- sainya-jeep-photo: [756, 1196, 936, 1278]
